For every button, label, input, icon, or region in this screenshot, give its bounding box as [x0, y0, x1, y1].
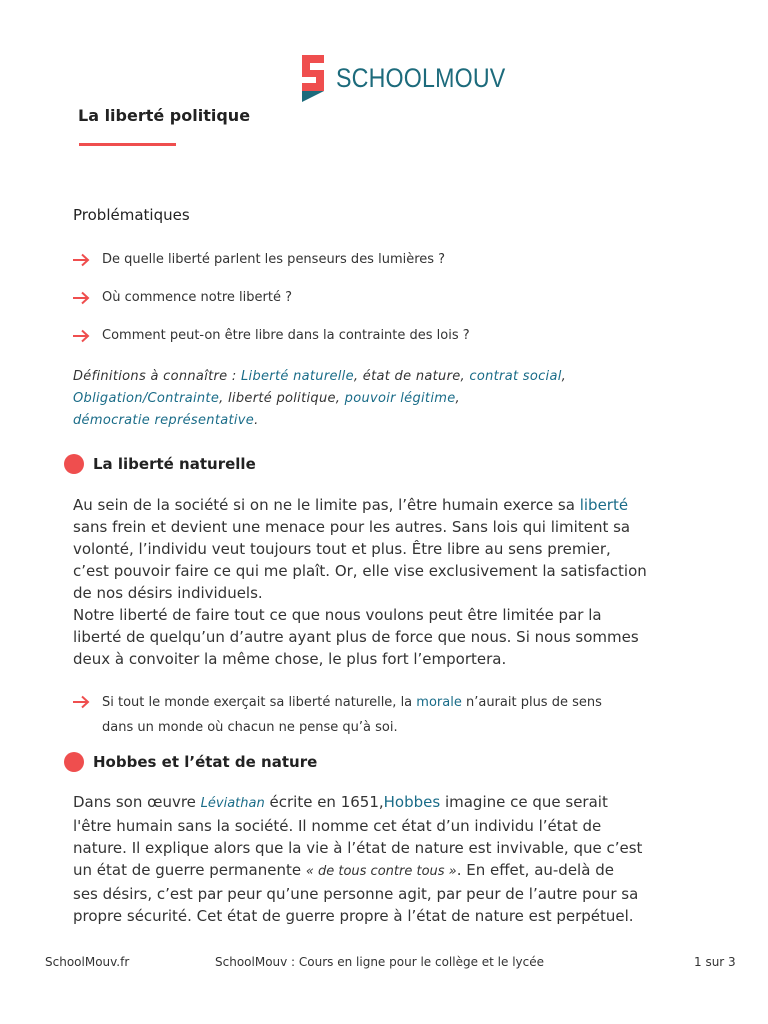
text-run: un état de guerre permanente [73, 861, 306, 879]
problematiques-heading: Problématiques [73, 206, 190, 224]
definition-link-democratie[interactable]: démocratie représentative [73, 413, 255, 428]
text-run: Dans son œuvre [73, 793, 201, 811]
separator: . [254, 413, 259, 428]
note-text [102, 690, 602, 740]
list-item [72, 290, 470, 328]
definition-link-pouvoir-legitime[interactable]: pouvoir légitime [344, 391, 456, 406]
quote: « de tous contre tous » [305, 864, 457, 879]
section-heading-liberte-naturelle [64, 454, 256, 474]
text-line: deux à convoiter la même chose, le plus fort l’emportera. [73, 650, 507, 668]
text-line: volonté, l’individu veut toujours tout et plus. Être libre au sens premier, [73, 540, 611, 558]
question-text: De quelle liberté parlent les penseurs des lumières ? [102, 252, 446, 267]
paragraph-liberte-naturelle [73, 494, 703, 670]
arrow-right-icon [72, 290, 102, 305]
footer-tagline: SchoolMouv : Cours en ligne pour le collège et le lycée [215, 955, 545, 969]
schoolmouv-s-logo-icon [298, 53, 328, 103]
text-line [73, 859, 703, 883]
text-line: dans un monde où chacun ne pense qu’à soi. [102, 720, 398, 735]
brand-logo [298, 52, 533, 104]
definition-link-obligation[interactable]: Obligation/Contrainte [73, 391, 220, 406]
definitions-line [73, 366, 693, 388]
text-run: Au sein de la société si on ne le limite pas, l’être humain exerce sa [73, 496, 580, 514]
text-line: liberté de quelqu’un d’autre ayant plus de force que nous. Si nous sommes [73, 628, 639, 646]
link-morale[interactable]: morale [416, 695, 462, 710]
bullet-dot-icon [64, 752, 84, 772]
note-morale [72, 690, 602, 740]
link-hobbes[interactable]: Hobbes [383, 793, 441, 811]
text-line: c’est pouvoir faire ce qui me plaît. Or, elle vise exclusivement la satisfaction [73, 562, 647, 580]
text-line: sans frein et devient une menace pour les autres. Sans lois qui limitent sa [73, 518, 631, 536]
arrow-right-icon [72, 690, 102, 740]
separator: , [455, 391, 460, 406]
text-line [73, 494, 703, 516]
section-heading-hobbes [64, 752, 317, 772]
separator: , [460, 369, 470, 384]
definition-link-liberte-naturelle[interactable]: Liberté naturelle [241, 369, 354, 384]
text-run: Si tout le monde exerçait sa liberté naturelle, la [102, 695, 417, 710]
problematiques-list [72, 252, 470, 366]
link-liberte[interactable]: liberté [579, 496, 629, 514]
text-run: imagine ce que serait [440, 793, 608, 811]
section-heading-text: Hobbes et l’état de nature [93, 753, 318, 771]
text-line [102, 690, 602, 715]
brand-name: SCHOOLMOUV [336, 62, 506, 93]
definitions-line [73, 410, 693, 432]
definitions-block [73, 366, 693, 432]
footer-page-number: 1 sur 3 [694, 955, 736, 969]
section-heading-text: La liberté naturelle [93, 455, 256, 473]
list-item [72, 252, 470, 290]
text-line: nature. Il explique alors que la vie à l’état de nature est invivable, que c’est [73, 839, 643, 857]
definitions-line [73, 388, 693, 410]
text-line: de nos désirs individuels. [73, 584, 263, 602]
link-leviathan[interactable]: Léviathan [200, 796, 265, 811]
definition-etat-nature: état de nature [362, 369, 461, 384]
text-run: écrite en 1651, [264, 793, 384, 811]
separator: , [335, 391, 345, 406]
definition-liberte-politique: liberté politique [228, 391, 336, 406]
separator: , [561, 369, 567, 384]
text-line [73, 791, 703, 815]
bullet-dot-icon [64, 454, 84, 474]
text-run: n’aurait plus de sens [461, 695, 602, 710]
question-text: Comment peut-on être libre dans la contrainte des lois ? [102, 328, 470, 343]
separator: , [353, 369, 363, 384]
text-line: ses désirs, c’est par peur qu’une personne agit, par peur de l’autre pour sa [73, 885, 639, 903]
question-text: Où commence notre liberté ? [102, 290, 292, 305]
arrow-right-icon [72, 328, 102, 343]
text-line: propre sécurité. Cet état de guerre propre à l’état de nature est perpétuel. [73, 907, 634, 925]
paragraph-hobbes [73, 791, 703, 927]
text-line: Notre liberté de faire tout ce que nous voulons peut être limitée par la [73, 606, 602, 624]
arrow-right-icon [72, 252, 102, 267]
text-run: . En effet, au-delà de [456, 861, 614, 879]
definition-link-contrat-social[interactable]: contrat social [469, 369, 562, 384]
definitions-intro: Définitions à connaître : [73, 369, 241, 384]
footer-site: SchoolMouv.fr [45, 955, 130, 969]
title-underline [79, 143, 176, 146]
page-title: La liberté politique [78, 106, 251, 125]
text-line: l'être humain sans la société. Il nomme cet état d’un individu l’état de [73, 817, 602, 835]
separator: , [219, 391, 229, 406]
list-item [72, 328, 470, 366]
